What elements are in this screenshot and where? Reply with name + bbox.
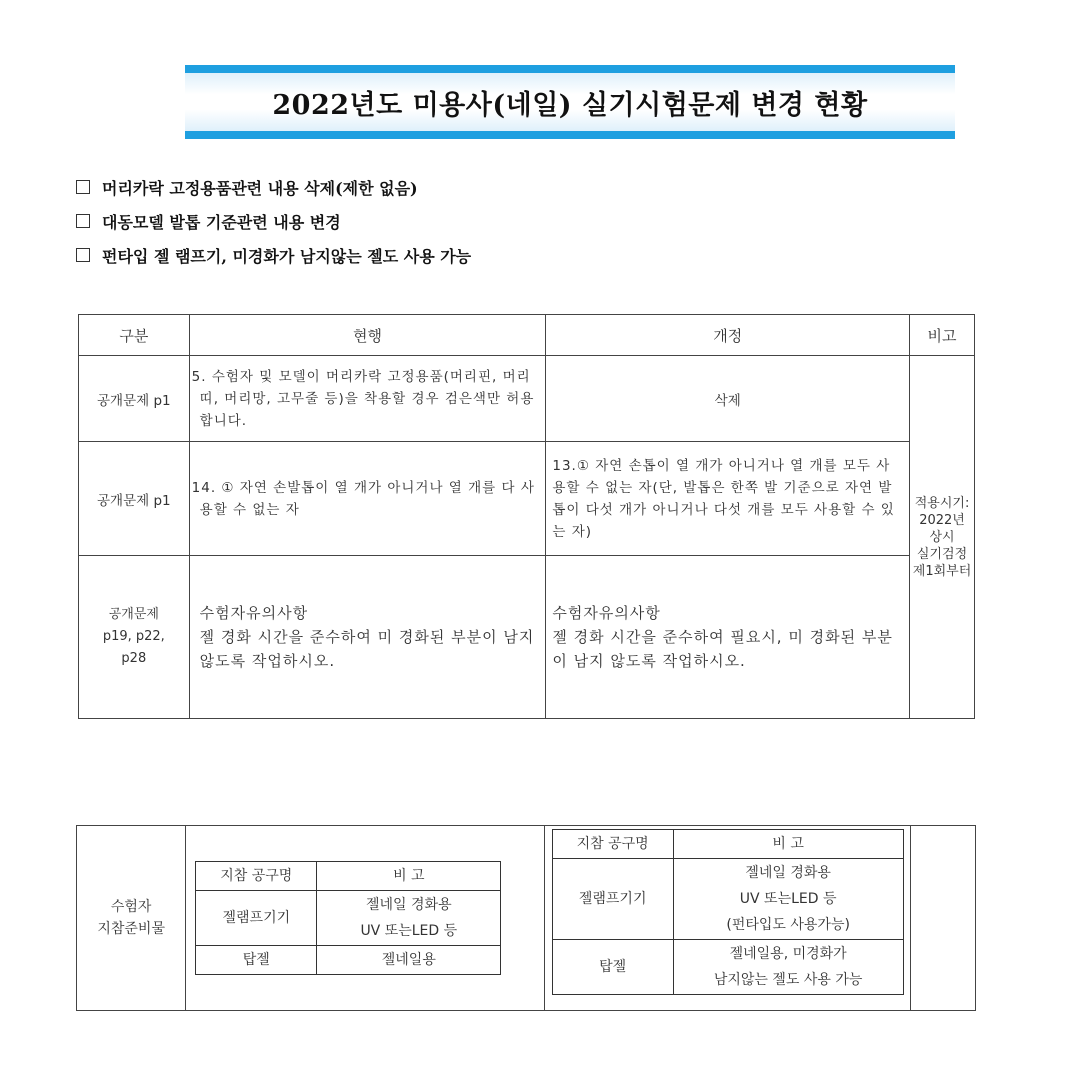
table-header-row: [79, 315, 975, 356]
table-row: [79, 556, 975, 719]
list-item: [76, 204, 471, 238]
supplies-revised: [544, 826, 911, 1011]
row-revised: [546, 442, 910, 556]
supplies-label: 수험자 지참준비물: [77, 826, 186, 1011]
row-current: [189, 556, 546, 719]
checkbox-icon: [76, 180, 90, 194]
tool-note: 젤네일용, 미경화가 남지않는 젤도 사용 가능: [673, 940, 903, 995]
row-revised: 삭제: [546, 356, 910, 442]
inner-header: 지참 공구명: [196, 862, 317, 891]
header-note: 비고: [910, 315, 975, 356]
current-title: 수험자유의사항: [199, 604, 309, 622]
change-summary-list: [76, 170, 471, 272]
table-row: [79, 356, 975, 442]
changes-table: [78, 314, 975, 719]
row-note: [910, 356, 975, 719]
list-item-text: 머리카락 고정용품관련 내용 삭제(제한 없음): [102, 178, 418, 198]
revised-text: 13.① 자연 손톱이 열 개가 아니거나 열 개를 모두 사용할 수 없는 자(단, 발톱은 한쪽 발 기준으로 자연 발톱이 다섯 개가 아니거나 다섯 개를 모두 사용할 수 있는 자): [552, 457, 895, 540]
inner-header: 비 고: [317, 862, 501, 891]
note-line: 제1회부터: [912, 563, 972, 579]
row-category: 공개문제 p1: [79, 442, 190, 556]
inner-header: 비 고: [673, 830, 903, 859]
supplies-table: [76, 825, 976, 1011]
revised-text: 젤 경화 시간을 준수하여 필요시, 미 경화된 부분이 남지 않도록 작업하시오.: [552, 628, 893, 670]
note-line: 상시: [929, 529, 955, 545]
tool-name: 젤램프기기: [196, 891, 317, 946]
header-category: 구분: [79, 315, 190, 356]
table-row: [79, 442, 975, 556]
supplies-current: [186, 826, 544, 1011]
title-banner: [185, 65, 955, 139]
current-supplies-table: [195, 861, 501, 975]
row-category: 공개문제 p19, p22, p28: [79, 556, 190, 719]
row-current: [189, 356, 546, 442]
row-category: 공개문제 p1: [79, 356, 190, 442]
checkbox-icon: [76, 248, 90, 262]
header-current: 현행: [189, 315, 546, 356]
list-item-text: 펀타입 젤 램프기, 미경화가 남지않는 젤도 사용 가능: [102, 246, 472, 266]
tool-note: 젤네일 경화용 UV 또는LED 등 (펀타입도 사용가능): [673, 859, 903, 940]
current-text: 젤 경화 시간을 준수하여 미 경화된 부분이 남지 않도록 작업하시오.: [199, 628, 535, 670]
note-line: 실기검정: [916, 546, 968, 562]
current-text: 14. ① 자연 손발톱이 열 개가 아니거나 열 개를 다 사용할 수 없는 자: [191, 479, 535, 518]
row-revised: [546, 556, 910, 719]
list-item: [76, 238, 471, 272]
table-row: [552, 859, 903, 940]
revised-title: 수험자유의사항: [552, 604, 661, 622]
header-revised: 개정: [546, 315, 910, 356]
tool-note: 젤네일 경화용 UV 또는LED 등: [317, 891, 501, 946]
table-row: [196, 891, 501, 946]
list-item: [76, 170, 471, 204]
revised-supplies-table: [552, 829, 904, 995]
tool-note: 젤네일용: [317, 946, 501, 975]
checkbox-icon: [76, 214, 90, 228]
list-item-text: 대동모델 발톱 기준관련 내용 변경: [102, 212, 341, 232]
tool-name: 탑젤: [196, 946, 317, 975]
row-current: [189, 442, 546, 556]
note-line: 2022년: [919, 512, 965, 528]
page-title: 2022년도 미용사(네일) 실기시험문제 변경 현황: [272, 90, 868, 121]
inner-header: 지참 공구명: [552, 830, 673, 859]
note-line: 적용시기:: [914, 495, 970, 511]
current-text: 5. 수험자 및 모델이 머리카락 고정용품(머리핀, 머리띠, 머리망, 고무줄 등)을 착용할 경우 검은색만 허용합니다.: [191, 368, 535, 429]
tool-name: 젤램프기기: [552, 859, 673, 940]
tool-name: 탑젤: [552, 940, 673, 995]
table-row: [552, 940, 903, 995]
supplies-note: [911, 826, 976, 1011]
table-row: [196, 946, 501, 975]
